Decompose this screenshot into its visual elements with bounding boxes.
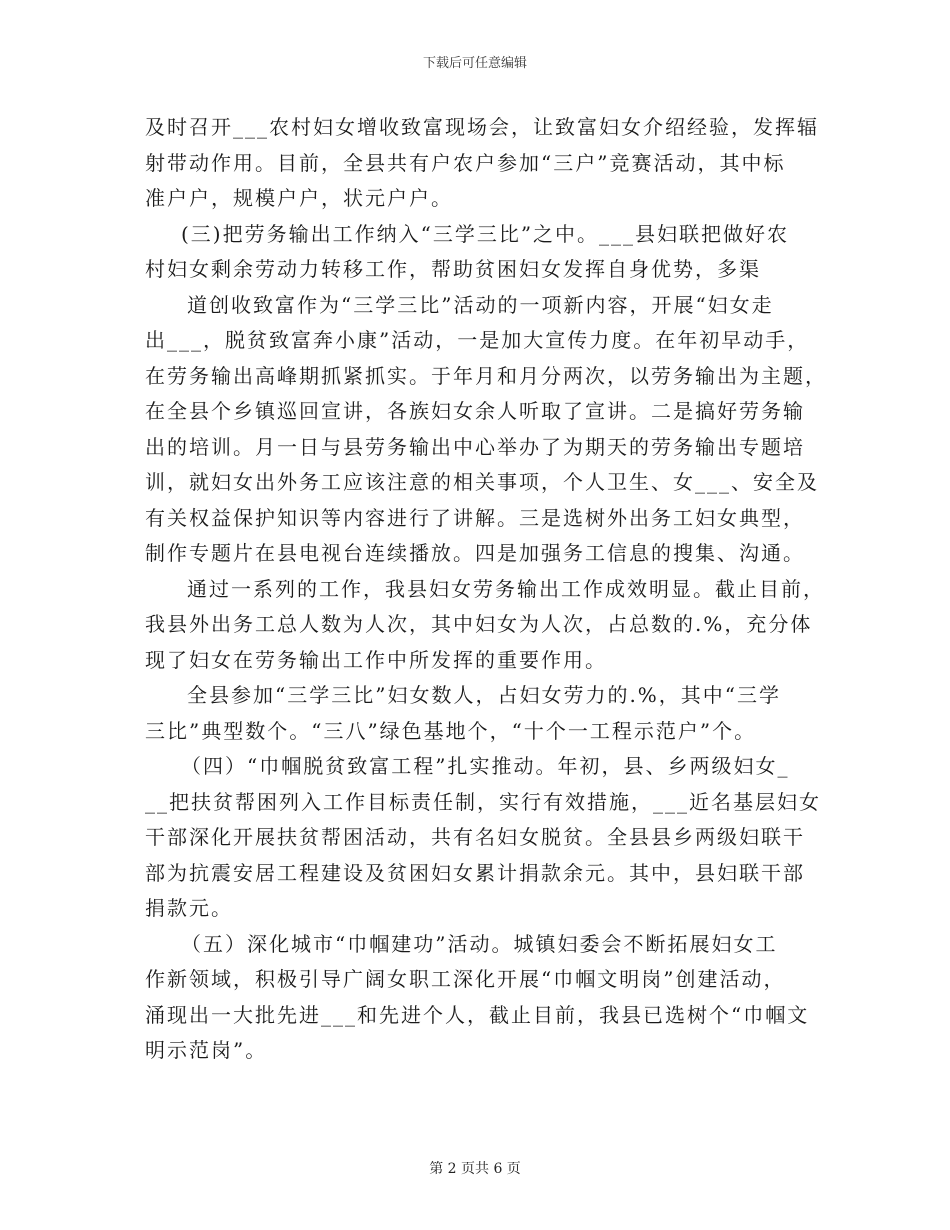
text-line: 及时召开___农村妇女增收致富现场会，让致富妇女介绍经验，发挥辐 xyxy=(145,115,819,139)
text-line: 制作专题片在县电视台连续播放。四是加强务工信息的搜集、沟通。 xyxy=(145,541,805,565)
text-line: 部为抗震安居工程建设及贫困妇女累计捐款余元。其中，县妇联干部 xyxy=(145,860,805,885)
text-line: 村妇女剩余劳动力转移工作，帮助贫困妇女发挥自身优势，多渠 xyxy=(145,257,761,281)
text-line: 在劳务输出高峰期抓紧抓实。于年月和月分两次，以劳务输出为主题， xyxy=(145,363,827,388)
text-line: 干部深化开展扶贫帮困活动，共有名妇女脱贫。全县县乡两级妇联干 xyxy=(145,825,805,849)
page-footer: 第 2 页共 6 页 xyxy=(429,1161,521,1177)
text-line: 射带动作用。目前，全县共有户农户参加“三户”竞赛活动，其中标 xyxy=(145,150,786,175)
text-line: 全县参加“三学三比”妇女数人，占妇女劳力的.%，其中“三学 xyxy=(187,683,782,707)
text-line: （四）“巾帼脱贫致富工程”扎实推动。年初，县、乡两级妇女_ xyxy=(181,754,790,778)
text-line: 出的培训。月一日与县劳务输出中心举办了为期天的劳务输出专题培 xyxy=(145,434,805,459)
page-header: 下载后可任意编辑 xyxy=(422,56,527,71)
text-line: 训，就妇女出外务工应该注意的相关事项，个人卫生、女___、安全及 xyxy=(145,470,819,494)
text-line: 作新领域，积极引导广阔女职工深化开展“巾帼文明岗”创建活动， xyxy=(145,967,786,991)
document-body xyxy=(145,110,827,1069)
text-line: 有关权益保护知识等内容进行了讲解。三是选树外出务工妇女典型， xyxy=(145,505,805,530)
text-line: 通过一系列的工作，我县妇女劳务输出工作成效明显。截止目前， xyxy=(187,576,825,601)
text-line: 捐款元。 xyxy=(145,896,233,920)
text-line: 明示范岗”。 xyxy=(145,1038,268,1062)
text-line: 我县外出务工总人数为人次，其中妇女为人次，占总数的.%，充分体 xyxy=(145,612,813,636)
text-line: 现了妇女在劳务输出工作中所发挥的重要作用。 xyxy=(145,647,607,672)
text-line: 三比”典型数个。“三八”绿色基地个，“十个一工程示范户”个。 xyxy=(145,718,757,743)
text-line: 出___，脱贫致富奔小康”活动，一是加大宣传力度。在年初早动手， xyxy=(145,328,810,352)
text-line: 涌现出一大批先进___和先进个人，截止目前，我县已选树个“巾帼文 xyxy=(145,1002,810,1027)
text-line: 道创收致富作为“三学三比”活动的一项新内容，开展“妇女走 xyxy=(187,292,774,317)
text-line: 准户户，规模户户，状元户户。 xyxy=(145,186,453,210)
text-line: (三)把劳务输出工作纳入“三学三比”之中。___县妇联把做好农 xyxy=(181,221,790,246)
text-line: 在全县个乡镇巡回宣讲，各族妇女余人听取了宣讲。二是搞好劳务输 xyxy=(145,399,805,423)
text-line: __把扶贫帮困列入工作目标责任制，实行有效措施，___近名基层妇女 xyxy=(145,789,821,814)
text-line: （五）深化城市“巾帼建功”活动。城镇妇委会不断拓展妇女工 xyxy=(181,931,778,956)
